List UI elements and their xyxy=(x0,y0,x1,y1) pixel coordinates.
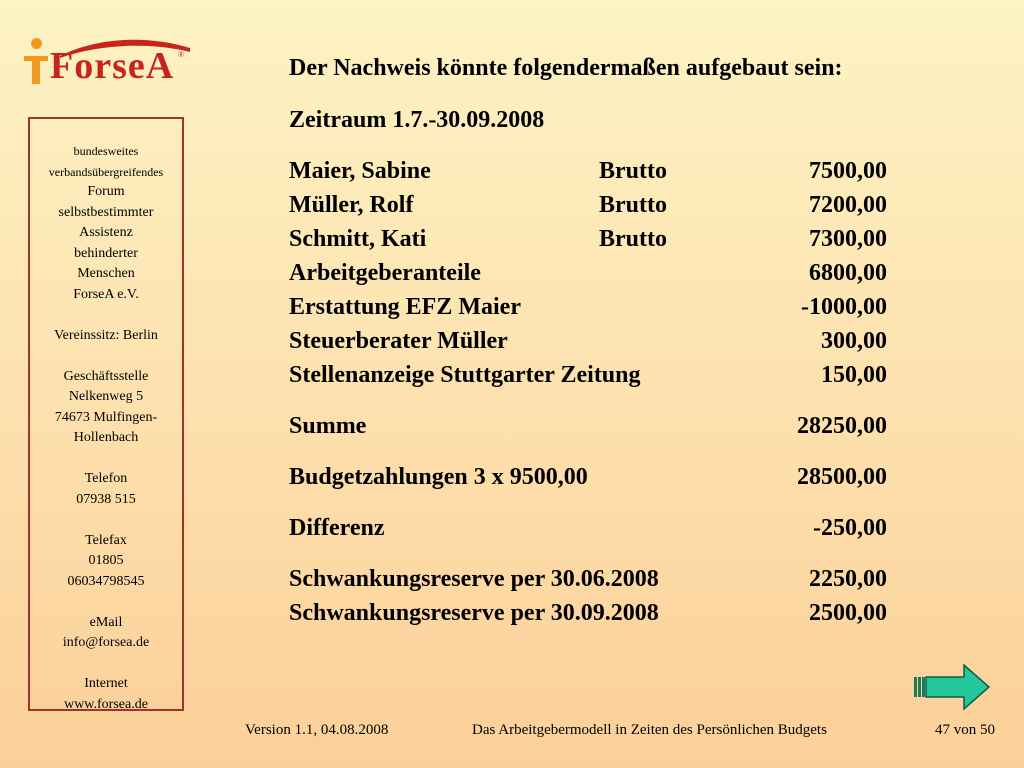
ledger-row xyxy=(289,226,887,260)
sidebar-line: 74673 Mulfingen- xyxy=(54,409,158,425)
next-slide-button[interactable] xyxy=(912,663,992,711)
ledger-row-label: Maier, Sabine xyxy=(289,158,431,184)
ledger-row-amount: 28250,00 xyxy=(797,413,887,439)
ledger-row-amount: 300,00 xyxy=(821,328,887,354)
sidebar-line: info@forsea.de xyxy=(62,635,150,650)
ledger-row xyxy=(289,600,887,634)
footer-page-number: 47 von 50 xyxy=(935,722,995,738)
sidebar-spacer xyxy=(30,346,182,367)
ledger-row-amount: 7300,00 xyxy=(809,226,887,252)
sidebar-spacer xyxy=(30,305,182,326)
ledger-row-label: Schmitt, Kati xyxy=(289,226,427,252)
sidebar-line: www.forsea.de xyxy=(64,696,148,712)
arrow-right-icon xyxy=(912,663,992,711)
ledger-row-amount: 28500,00 xyxy=(797,464,887,490)
logo-figure-head xyxy=(31,38,42,49)
sidebar-line: behinderter xyxy=(74,245,138,261)
forsea-logo xyxy=(20,36,190,94)
ledger-row-amount: 150,00 xyxy=(821,362,887,388)
sidebar-line: 07938 515 xyxy=(76,491,136,507)
sidebar-line: Menschen xyxy=(77,266,135,281)
sidebar-line: eMail xyxy=(89,614,123,630)
ledger-row-amount: -1000,00 xyxy=(801,294,887,320)
ledger-row-amount: 7200,00 xyxy=(809,192,887,218)
sidebar-spacer xyxy=(30,654,182,675)
ledger-row xyxy=(289,362,887,396)
sidebar-line: 01805 xyxy=(88,553,124,568)
ledger-row xyxy=(289,566,887,600)
footer-version: Version 1.1, 04.08.2008 xyxy=(245,722,389,738)
ledger-row-label: Erstattung EFZ Maier xyxy=(289,294,521,320)
ledger-row-type: Brutto xyxy=(599,158,667,184)
period-label: Zeitraum 1.7.-30.09.2008 xyxy=(289,107,545,133)
ledger-row-type: Brutto xyxy=(599,192,667,218)
ledger-row xyxy=(289,413,887,447)
sidebar-line: 06034798545 xyxy=(67,573,145,589)
logo-figure-icon xyxy=(22,50,50,84)
sidebar-spacer xyxy=(30,449,182,470)
ledger-row-label: Budgetzahlungen 3 x 9500,00 xyxy=(289,464,588,490)
logo-registered-mark: ® xyxy=(178,50,185,59)
ledger-row-amount: 2500,00 xyxy=(809,600,887,626)
ledger-row xyxy=(289,294,887,328)
sidebar-line: Telefon xyxy=(84,471,128,486)
sidebar-contact-box xyxy=(28,117,184,711)
ledger-row-amount: 2250,00 xyxy=(809,566,887,592)
logo-wordmark: ForseA xyxy=(50,45,175,87)
ledger-row-label: Schwankungsreserve per 30.06.2008 xyxy=(289,566,659,592)
sidebar-line: bundesweites xyxy=(73,144,139,158)
sidebar-line: selbstbestimmter xyxy=(58,204,154,220)
sidebar-line: Internet xyxy=(84,676,128,691)
sidebar-line: ForseA e.V. xyxy=(73,286,139,302)
ledger-row xyxy=(289,464,887,498)
ledger-row-label: Summe xyxy=(289,413,367,439)
ledger-row-type: Brutto xyxy=(599,226,667,252)
ledger-row-label: Differenz xyxy=(289,515,385,541)
ledger-row-amount: 7500,00 xyxy=(809,158,887,184)
sidebar-line: Nelkenweg 5 xyxy=(68,389,144,404)
ledger-row-label: Schwankungsreserve per 30.09.2008 xyxy=(289,600,659,626)
sidebar-line: Hollenbach xyxy=(73,430,139,445)
ledger-row xyxy=(289,192,887,226)
ledger-row xyxy=(289,158,887,192)
ledger-row xyxy=(289,515,887,549)
ledger-row-amount: 6800,00 xyxy=(809,260,887,286)
ledger-row xyxy=(289,260,887,294)
sidebar-line: Vereinssitz: Berlin xyxy=(54,327,158,343)
ledger-row xyxy=(289,328,887,362)
page-heading: Der Nachweis könnte folgendermaßen aufgebaut sein: xyxy=(289,55,843,81)
sidebar-spacer xyxy=(30,510,182,531)
sidebar-line: verbandsübergreifendes xyxy=(48,164,164,179)
ledger-row-label: Arbeitgeberanteile xyxy=(289,260,481,286)
ledger-row-label: Stellenanzeige Stuttgarter Zeitung xyxy=(289,362,641,388)
sidebar-spacer xyxy=(30,592,182,613)
sidebar-line: Assistenz xyxy=(79,225,133,240)
sidebar-line: Forum xyxy=(87,184,125,199)
sidebar-line: Telefax xyxy=(85,532,127,548)
ledger-row-label: Müller, Rolf xyxy=(289,192,414,218)
sidebar-line: Geschäftsstelle xyxy=(63,368,149,384)
ledger-row-amount: -250,00 xyxy=(813,515,887,541)
ledger-row-label: Steuerberater Müller xyxy=(289,328,508,354)
footer-title: Das Arbeitgebermodell in Zeiten des Persönlichen Budgets xyxy=(472,722,827,738)
